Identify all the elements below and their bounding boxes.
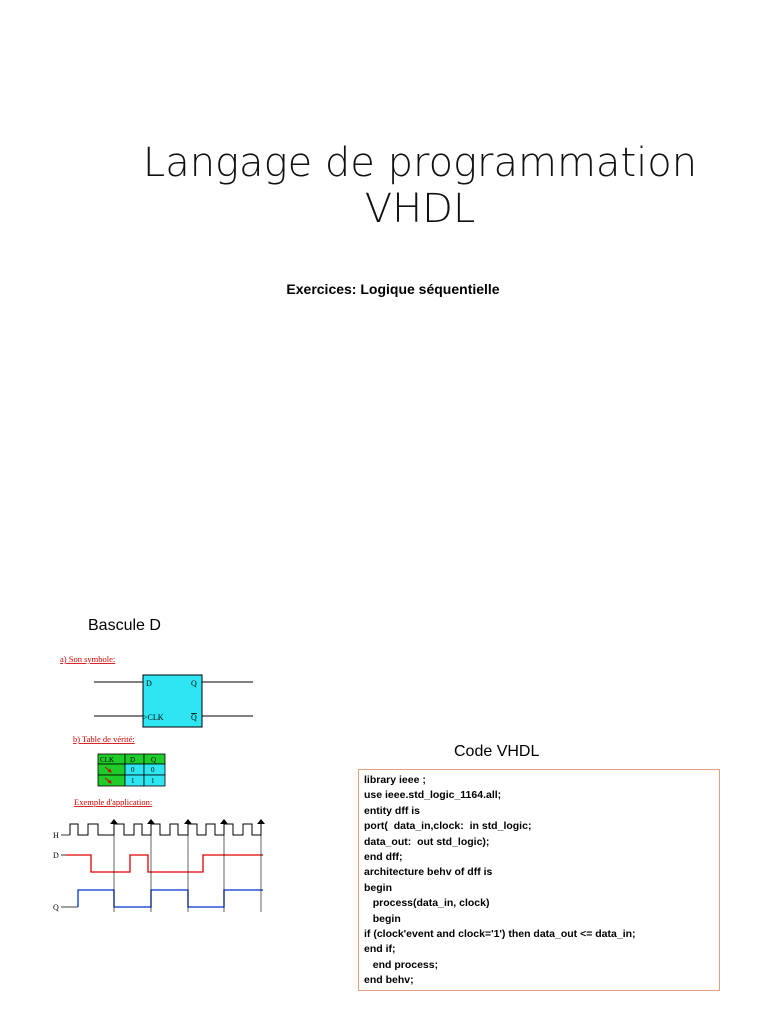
signal-d-label: D (53, 851, 59, 860)
truth-cell: 0 (151, 766, 155, 774)
truth-heading: b) Table de vérité: (73, 734, 135, 744)
code-line: begin (364, 912, 401, 925)
signal-h-label: H (53, 831, 59, 840)
d-flipflop-diagram (48, 650, 268, 915)
title-line-2: VHDL (364, 186, 476, 232)
truth-cell: 0 (131, 766, 135, 774)
code-label: Code VHDL (454, 743, 540, 760)
data-waveform (66, 855, 263, 872)
bascule-label: Bascule D (88, 617, 161, 634)
truth-cell: 1 (151, 777, 155, 785)
code-line: library ieee ; (364, 774, 426, 786)
code-line: port( data_in,clock: in std_logic; (364, 820, 532, 833)
code-line: data_out: out std_logic); (364, 835, 490, 848)
truth-header-clk: CLK (100, 756, 114, 764)
truth-table (98, 754, 165, 786)
code-line: process(data_in, clock) (364, 897, 490, 910)
code-line: use ieee.std_logic_1164.all; (364, 789, 502, 802)
truth-cell: 1 (131, 777, 135, 785)
code-line: entity dff is (364, 804, 421, 817)
code-line: end dff; (364, 851, 403, 864)
title-line-1: Langage de programmation (142, 140, 698, 186)
pin-q-label: Q (191, 679, 197, 688)
code-line: if (clock'event and clock='1') then data_out <= data_in; (364, 928, 636, 941)
signal-q-label: Q (53, 903, 59, 912)
truth-header-d: D (130, 756, 136, 764)
pin-clk-label: >CLK (143, 713, 164, 722)
clock-edge-arrows (110, 819, 265, 824)
truth-header-q: Q (151, 756, 157, 764)
pin-qbar-label: Q (191, 713, 197, 722)
code-line: end process; (364, 958, 439, 971)
code-line: architecture behv of dff is (364, 866, 493, 879)
page-subtitle: Exercices: Logique séquentielle (286, 281, 500, 297)
output-waveform (78, 890, 263, 907)
clock-waveform (70, 824, 261, 835)
vhdl-code-box (358, 769, 720, 991)
symbol-heading: a) Son symbole: (60, 654, 116, 664)
page-title (110, 140, 730, 232)
pin-d-label: D (146, 679, 152, 688)
code-line: end behv; (364, 974, 414, 987)
application-heading: Exemple d'application: (74, 797, 153, 807)
code-line: begin (364, 881, 392, 894)
code-line: end if; (364, 943, 396, 956)
